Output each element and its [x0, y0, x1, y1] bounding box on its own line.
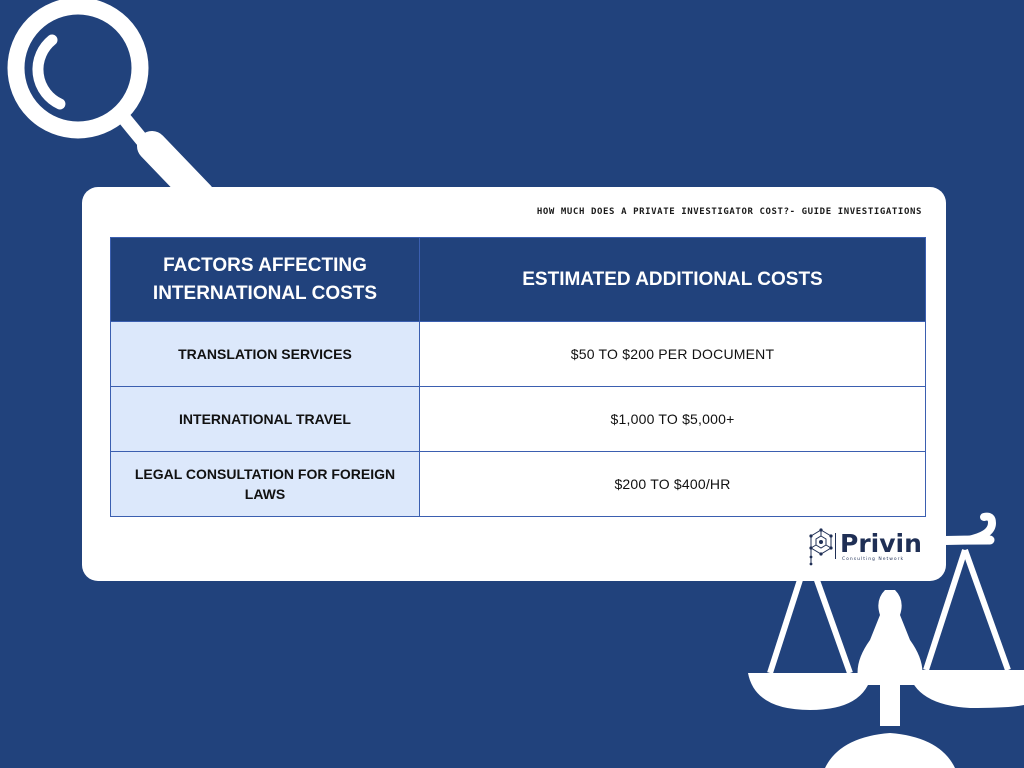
factor-cell: INTERNATIONAL TRAVEL — [111, 387, 420, 452]
cost-table — [110, 237, 926, 517]
factor-cell: TRANSLATION SERVICES — [111, 322, 420, 387]
table-header-row — [111, 238, 926, 322]
logo-tagline: Consulting Network — [842, 557, 905, 562]
column-header-costs: ESTIMATED ADDITIONAL COSTS — [420, 238, 926, 322]
cost-cell: $200 TO $400/HR — [420, 452, 926, 517]
column-header-factors: FACTORS AFFECTING INTERNATIONAL COSTS — [111, 238, 420, 322]
content-card — [82, 187, 946, 581]
cost-cell: $1,000 TO $5,000+ — [420, 387, 926, 452]
logo-name: Privin — [840, 529, 922, 558]
logo-divider — [835, 533, 836, 559]
table-row — [111, 387, 926, 452]
table-row — [111, 322, 926, 387]
network-p-icon — [806, 527, 836, 567]
privin-logo — [806, 527, 926, 567]
cost-cell: $50 TO $200 PER DOCUMENT — [420, 322, 926, 387]
factor-cell: LEGAL CONSULTATION FOR FOREIGN LAWS — [111, 452, 420, 517]
card-title: HOW MUCH DOES A PRIVATE INVESTIGATOR COST?- GUIDE INVESTIGATIONS — [536, 207, 922, 217]
table-row — [111, 452, 926, 517]
